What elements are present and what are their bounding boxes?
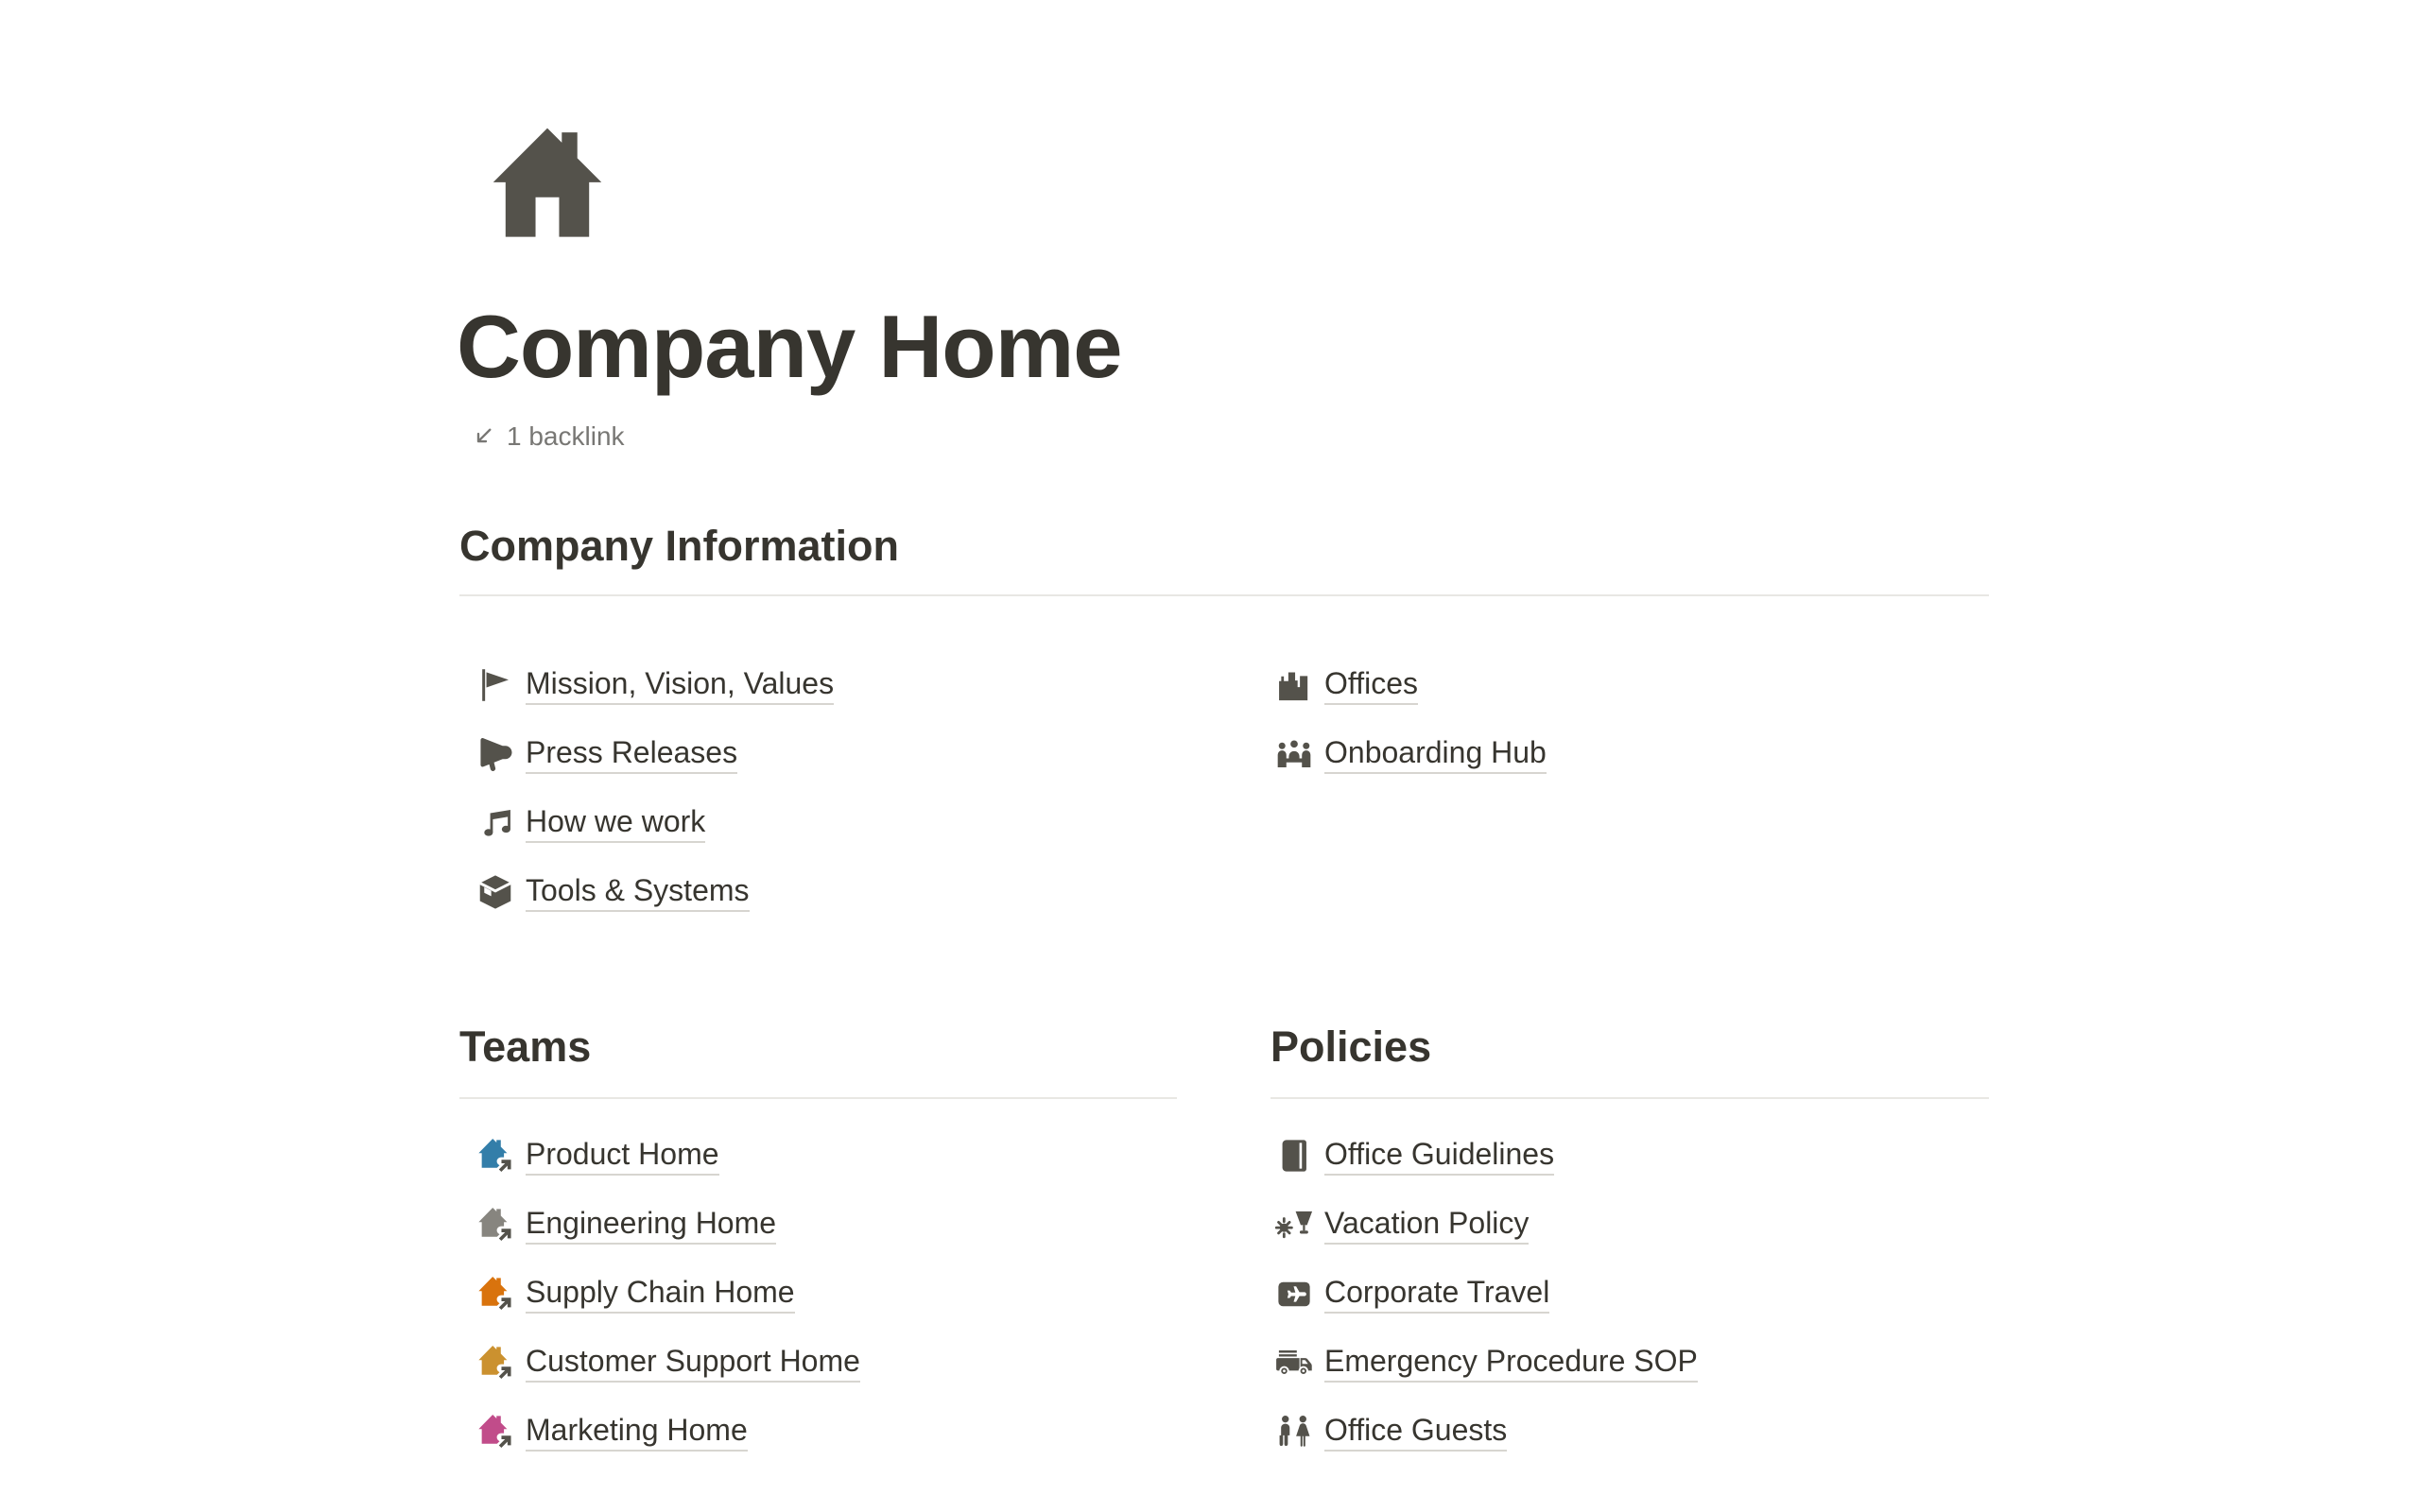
policies-list bbox=[1274, 1134, 1698, 1453]
page-link[interactable]: Office Guests bbox=[1324, 1413, 1507, 1452]
page-link[interactable]: Engineering Home bbox=[526, 1206, 776, 1245]
page-link[interactable]: Customer Support Home bbox=[526, 1344, 860, 1383]
page-link[interactable]: Vacation Policy bbox=[1324, 1206, 1529, 1245]
flag-icon bbox=[475, 665, 515, 705]
link-row-corporate-travel[interactable] bbox=[1274, 1272, 1698, 1315]
page-link[interactable]: Corporate Travel bbox=[1324, 1275, 1549, 1314]
meeting-icon bbox=[1274, 734, 1314, 774]
page-link[interactable]: Press Releases bbox=[526, 735, 737, 774]
page-title[interactable]: Company Home bbox=[457, 297, 1122, 396]
people-icon bbox=[1274, 1412, 1314, 1452]
link-row-product-home[interactable] bbox=[475, 1134, 860, 1177]
backlinks-label: 1 backlink bbox=[507, 421, 625, 451]
megaphone-icon bbox=[475, 734, 515, 774]
backlinks-button[interactable] bbox=[469, 421, 625, 452]
page-link[interactable]: Tools & Systems bbox=[526, 873, 750, 912]
page-link[interactable]: Mission, Vision, Values bbox=[526, 666, 834, 705]
link-row-marketing-home[interactable] bbox=[475, 1410, 860, 1453]
section-heading-teams: Teams bbox=[459, 1022, 592, 1071]
link-row-engineering-home[interactable] bbox=[475, 1203, 860, 1246]
house-arrow-icon bbox=[475, 1343, 515, 1383]
section-divider bbox=[1270, 1097, 1989, 1099]
section-divider bbox=[459, 594, 1989, 596]
link-row-onboarding-hub[interactable] bbox=[1274, 732, 1547, 776]
vacation-icon bbox=[1274, 1205, 1314, 1245]
travel-icon bbox=[1274, 1274, 1314, 1314]
page-link[interactable]: Supply Chain Home bbox=[526, 1275, 795, 1314]
package-icon bbox=[475, 872, 515, 912]
office-buildings-icon bbox=[1274, 665, 1314, 705]
page-link[interactable]: Office Guidelines bbox=[1324, 1137, 1554, 1176]
house-arrow-icon bbox=[475, 1412, 515, 1452]
link-row-office-guests[interactable] bbox=[1274, 1410, 1698, 1453]
music-note-icon bbox=[475, 803, 515, 843]
link-row-how-we-work[interactable] bbox=[475, 801, 834, 845]
link-row-customer-support-home[interactable] bbox=[475, 1341, 860, 1384]
page-link[interactable]: Emergency Procedure SOP bbox=[1324, 1344, 1698, 1383]
section-divider bbox=[459, 1097, 1177, 1099]
page-link[interactable]: Onboarding Hub bbox=[1324, 735, 1547, 774]
section-heading-company-information: Company Information bbox=[459, 522, 900, 570]
fire-truck-icon bbox=[1274, 1343, 1314, 1383]
link-row-tools-systems[interactable] bbox=[475, 870, 834, 914]
teams-list bbox=[475, 1134, 860, 1453]
house-arrow-icon bbox=[475, 1205, 515, 1245]
company-information-right-column bbox=[1274, 663, 1547, 776]
page-link[interactable]: Marketing Home bbox=[526, 1413, 748, 1452]
page-link[interactable]: Product Home bbox=[526, 1137, 719, 1176]
link-row-press-releases[interactable] bbox=[475, 732, 834, 776]
page-link[interactable]: Offices bbox=[1324, 666, 1418, 705]
house-arrow-icon bbox=[475, 1136, 515, 1176]
link-row-supply-chain-home[interactable] bbox=[475, 1272, 860, 1315]
house-arrow-icon bbox=[475, 1274, 515, 1314]
link-row-vacation-policy[interactable] bbox=[1274, 1203, 1698, 1246]
link-row-office-guidelines[interactable] bbox=[1274, 1134, 1698, 1177]
backlink-arrow-icon bbox=[469, 422, 497, 451]
link-row-offices[interactable] bbox=[1274, 663, 1547, 707]
page-link[interactable]: How we work bbox=[526, 804, 705, 843]
book-icon bbox=[1274, 1136, 1314, 1176]
link-row-emergency-procedure-sop[interactable] bbox=[1274, 1341, 1698, 1384]
section-heading-policies: Policies bbox=[1270, 1022, 1432, 1071]
company-information-left-column bbox=[475, 663, 834, 914]
link-row-mission-vision-values[interactable] bbox=[475, 663, 834, 707]
home-icon[interactable] bbox=[483, 119, 612, 248]
